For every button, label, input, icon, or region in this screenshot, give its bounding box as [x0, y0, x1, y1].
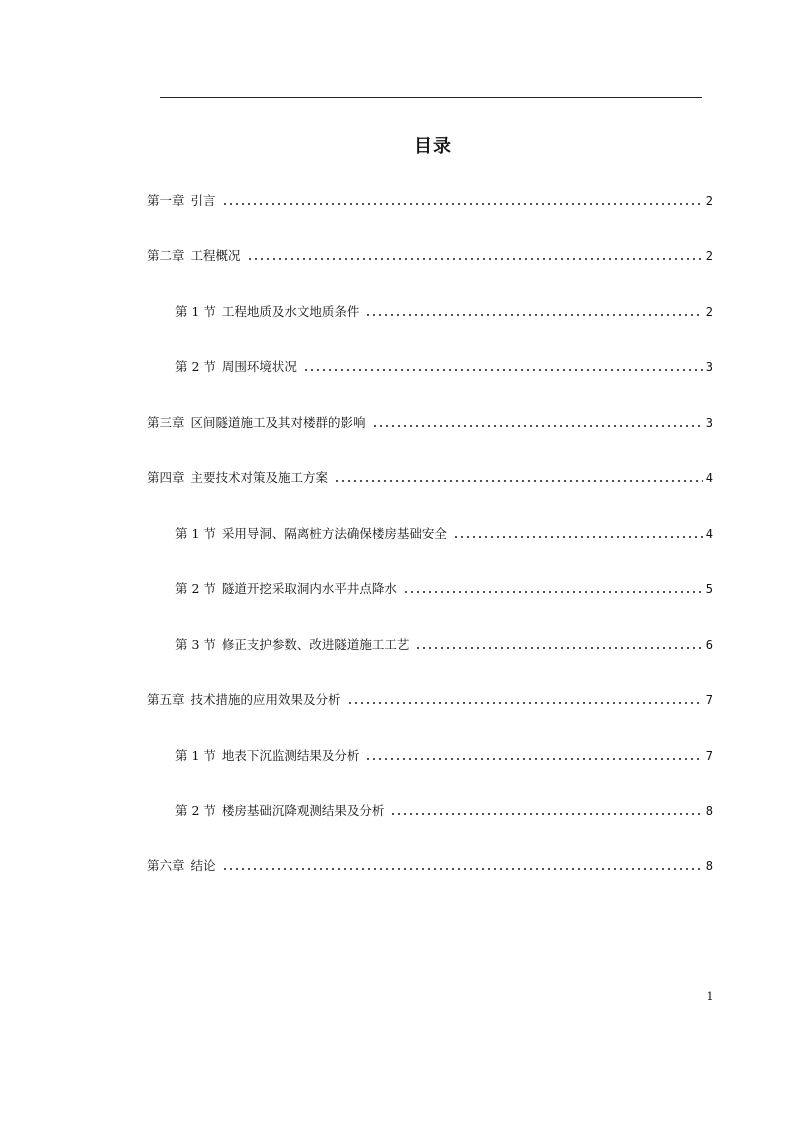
- toc-entry-page: 2: [705, 249, 713, 263]
- toc-entry-number: 第 2 节: [175, 803, 216, 818]
- toc-entry-page: 7: [705, 693, 713, 707]
- toc-entry-label: 修正支护参数、改进隧道施工工艺: [221, 637, 410, 652]
- toc-entry-label: 引言: [190, 193, 216, 208]
- toc-entry-page: 6: [705, 638, 713, 652]
- toc-entry-label: 采用导洞、隔离桩方法确保楼房基础安全: [221, 526, 447, 541]
- toc-entry-page: 8: [705, 804, 713, 818]
- toc-entry-page: 3: [705, 416, 713, 430]
- toc-dot-leader: [453, 526, 703, 538]
- toc-entry-page: 8: [705, 859, 713, 873]
- toc-entry-section-2-2[interactable]: [175, 357, 713, 377]
- toc-dot-leader: [334, 470, 703, 482]
- toc-entry-section-5-1[interactable]: [175, 746, 713, 766]
- toc-entry-number: 第四章: [147, 470, 185, 485]
- toc-entry-number: 第五章: [147, 692, 185, 707]
- toc-dot-leader: [415, 637, 702, 649]
- toc-entry-label: 地表下沉监测结果及分析: [221, 748, 360, 763]
- toc-dot-leader: [222, 193, 703, 205]
- toc-entry-label: 楼房基础沉降观测结果及分析: [221, 803, 385, 818]
- toc-entry-page: 7: [705, 749, 713, 763]
- toc-dot-leader: [403, 581, 703, 593]
- toc-entry-number: 第 1 节: [175, 748, 216, 763]
- toc-dot-leader: [347, 692, 703, 704]
- toc-entry-page: 3: [705, 360, 713, 374]
- toc-entry-page: 4: [705, 471, 713, 485]
- toc-entry-number: 第 2 节: [175, 359, 216, 374]
- toc-entry-number: 第 2 节: [175, 581, 216, 596]
- toc-entry-label: 区间隧道施工及其对楼群的影响: [190, 415, 366, 430]
- toc-entry-section-2-1[interactable]: [175, 302, 713, 322]
- toc-entry-chapter-5[interactable]: [147, 690, 713, 710]
- toc-entry-label: 隧道开挖采取洞内水平井点降水: [221, 581, 397, 596]
- page-number: 1: [706, 990, 714, 1003]
- toc-entry-label: 技术措施的应用效果及分析: [190, 692, 341, 707]
- toc-entry-chapter-1[interactable]: [147, 191, 713, 211]
- toc-entry-label: 结论: [190, 858, 216, 873]
- toc-dot-leader: [222, 858, 703, 870]
- toc-entry-number: 第二章: [147, 248, 185, 263]
- toc-entry-page: 2: [705, 194, 713, 208]
- toc-dot-leader: [303, 359, 703, 371]
- toc-entry-chapter-2[interactable]: [147, 246, 713, 266]
- toc-entry-chapter-4[interactable]: [147, 468, 713, 488]
- toc-dot-leader: [390, 803, 702, 815]
- toc-entry-page: 4: [705, 527, 713, 541]
- toc-entry-number: 第一章: [147, 193, 185, 208]
- toc-dot-leader: [365, 304, 702, 316]
- toc-entry-section-4-1[interactable]: [175, 524, 713, 544]
- toc-entry-section-5-2[interactable]: [175, 801, 713, 821]
- toc-entry-chapter-3[interactable]: [147, 413, 713, 433]
- toc-entry-number: 第 1 节: [175, 304, 216, 319]
- toc-entry-chapter-6[interactable]: [147, 856, 713, 876]
- toc-entry-number: 第 1 节: [175, 526, 216, 541]
- toc-entry-section-4-3[interactable]: [175, 635, 713, 655]
- toc-dot-leader: [372, 415, 703, 427]
- toc-entry-number: 第 3 节: [175, 637, 216, 652]
- toc-entry-label: 主要技术对策及施工方案: [190, 470, 329, 485]
- toc-entry-label: 工程概况: [190, 248, 241, 263]
- toc-entry-number: 第三章: [147, 415, 185, 430]
- toc-dot-leader: [247, 248, 703, 260]
- toc-entry-page: 5: [705, 582, 713, 596]
- toc-entry-page: 2: [705, 305, 713, 319]
- toc-title: 目录: [414, 136, 452, 157]
- toc-entry-section-4-2[interactable]: [175, 579, 713, 599]
- toc-entry-label: 工程地质及水文地质条件: [221, 304, 360, 319]
- toc-dot-leader: [365, 748, 702, 760]
- toc-entry-label: 周围环境状况: [221, 359, 297, 374]
- toc-entry-number: 第六章: [147, 858, 185, 873]
